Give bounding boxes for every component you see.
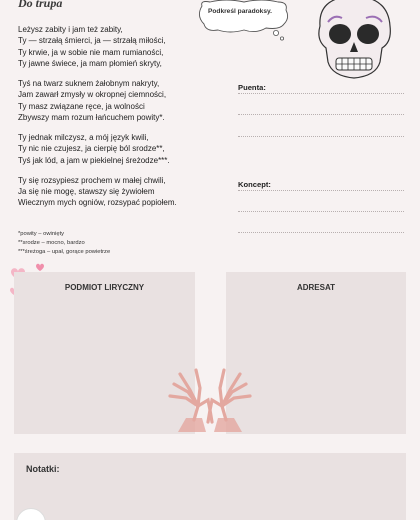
verse: Ty masz związane ręce, ja wolności <box>18 101 145 111</box>
koncept-label: Koncept: <box>238 180 271 189</box>
skull-icon <box>306 0 402 82</box>
notatki-label: Notatki: <box>26 464 60 474</box>
verse: Ja się nie mogę, stawszy się żywiołem <box>18 186 155 196</box>
verse: Zbywszy mam rozum łańcuchem powity*. <box>18 112 165 122</box>
verse: Ty jednak milczysz, a mój język kwili, <box>18 132 149 142</box>
footnote: **srodze – mocno, bardzo <box>18 240 85 247</box>
verse: Ty krwie, ja w sobie nie mam rumianości, <box>18 47 164 57</box>
adresat-label: ADRESAT <box>296 283 336 292</box>
footnotes <box>18 230 110 258</box>
podmiot-liryczny-label: PODMIOT LIRYCZNY <box>64 283 145 292</box>
verse: Tyś na twarz suknem żałobnym nakryty, <box>18 78 160 88</box>
footnote: ***śreżoga – upał, gorące powietrze <box>18 249 111 256</box>
notatki-box[interactable] <box>14 453 406 520</box>
puenta-line-1[interactable] <box>238 93 404 94</box>
stanza-2 <box>18 78 223 123</box>
koncept-line-1[interactable] <box>238 190 404 191</box>
skeleton-hands-heart-icon <box>150 352 270 432</box>
verse: Tyś jak lód, a jam w piekielnej śreżodze***. <box>18 155 170 165</box>
stanza-4 <box>18 175 223 209</box>
speech-bubble-icon <box>196 0 292 42</box>
puenta-label: Puenta: <box>238 83 266 92</box>
verse: Jam zawarł zmysły w okropnej ciemności, <box>18 90 167 100</box>
puenta-line-3[interactable] <box>238 136 404 137</box>
verse: Ty się rozsypiesz prochem w małej chwili, <box>18 175 166 185</box>
bubble-text: Podkreśl paradoksy. <box>207 8 272 15</box>
poem-title: Do trupa <box>18 0 63 10</box>
verse: Ty jawne świece, ja mam płomień skryty, <box>18 58 162 68</box>
poem-text <box>18 24 223 217</box>
footnote: *powity – owinięty <box>18 231 65 237</box>
verse: Ty nic nie czujesz, ja cierpię ból srodze**, <box>18 144 165 154</box>
koncept-line-3[interactable] <box>238 232 404 233</box>
stanza-1 <box>18 24 223 69</box>
stanza-3 <box>18 132 223 166</box>
verse: Ty — strzałą śmierci, ja — strzałą miłości, <box>18 36 166 46</box>
koncept-line-2[interactable] <box>238 211 404 212</box>
puenta-line-2[interactable] <box>238 114 404 115</box>
verse: Wiecznym mych ogniów, rozsypać popiołem. <box>18 198 177 208</box>
verse: Leżysz zabity i jam też zabity, <box>18 25 123 34</box>
